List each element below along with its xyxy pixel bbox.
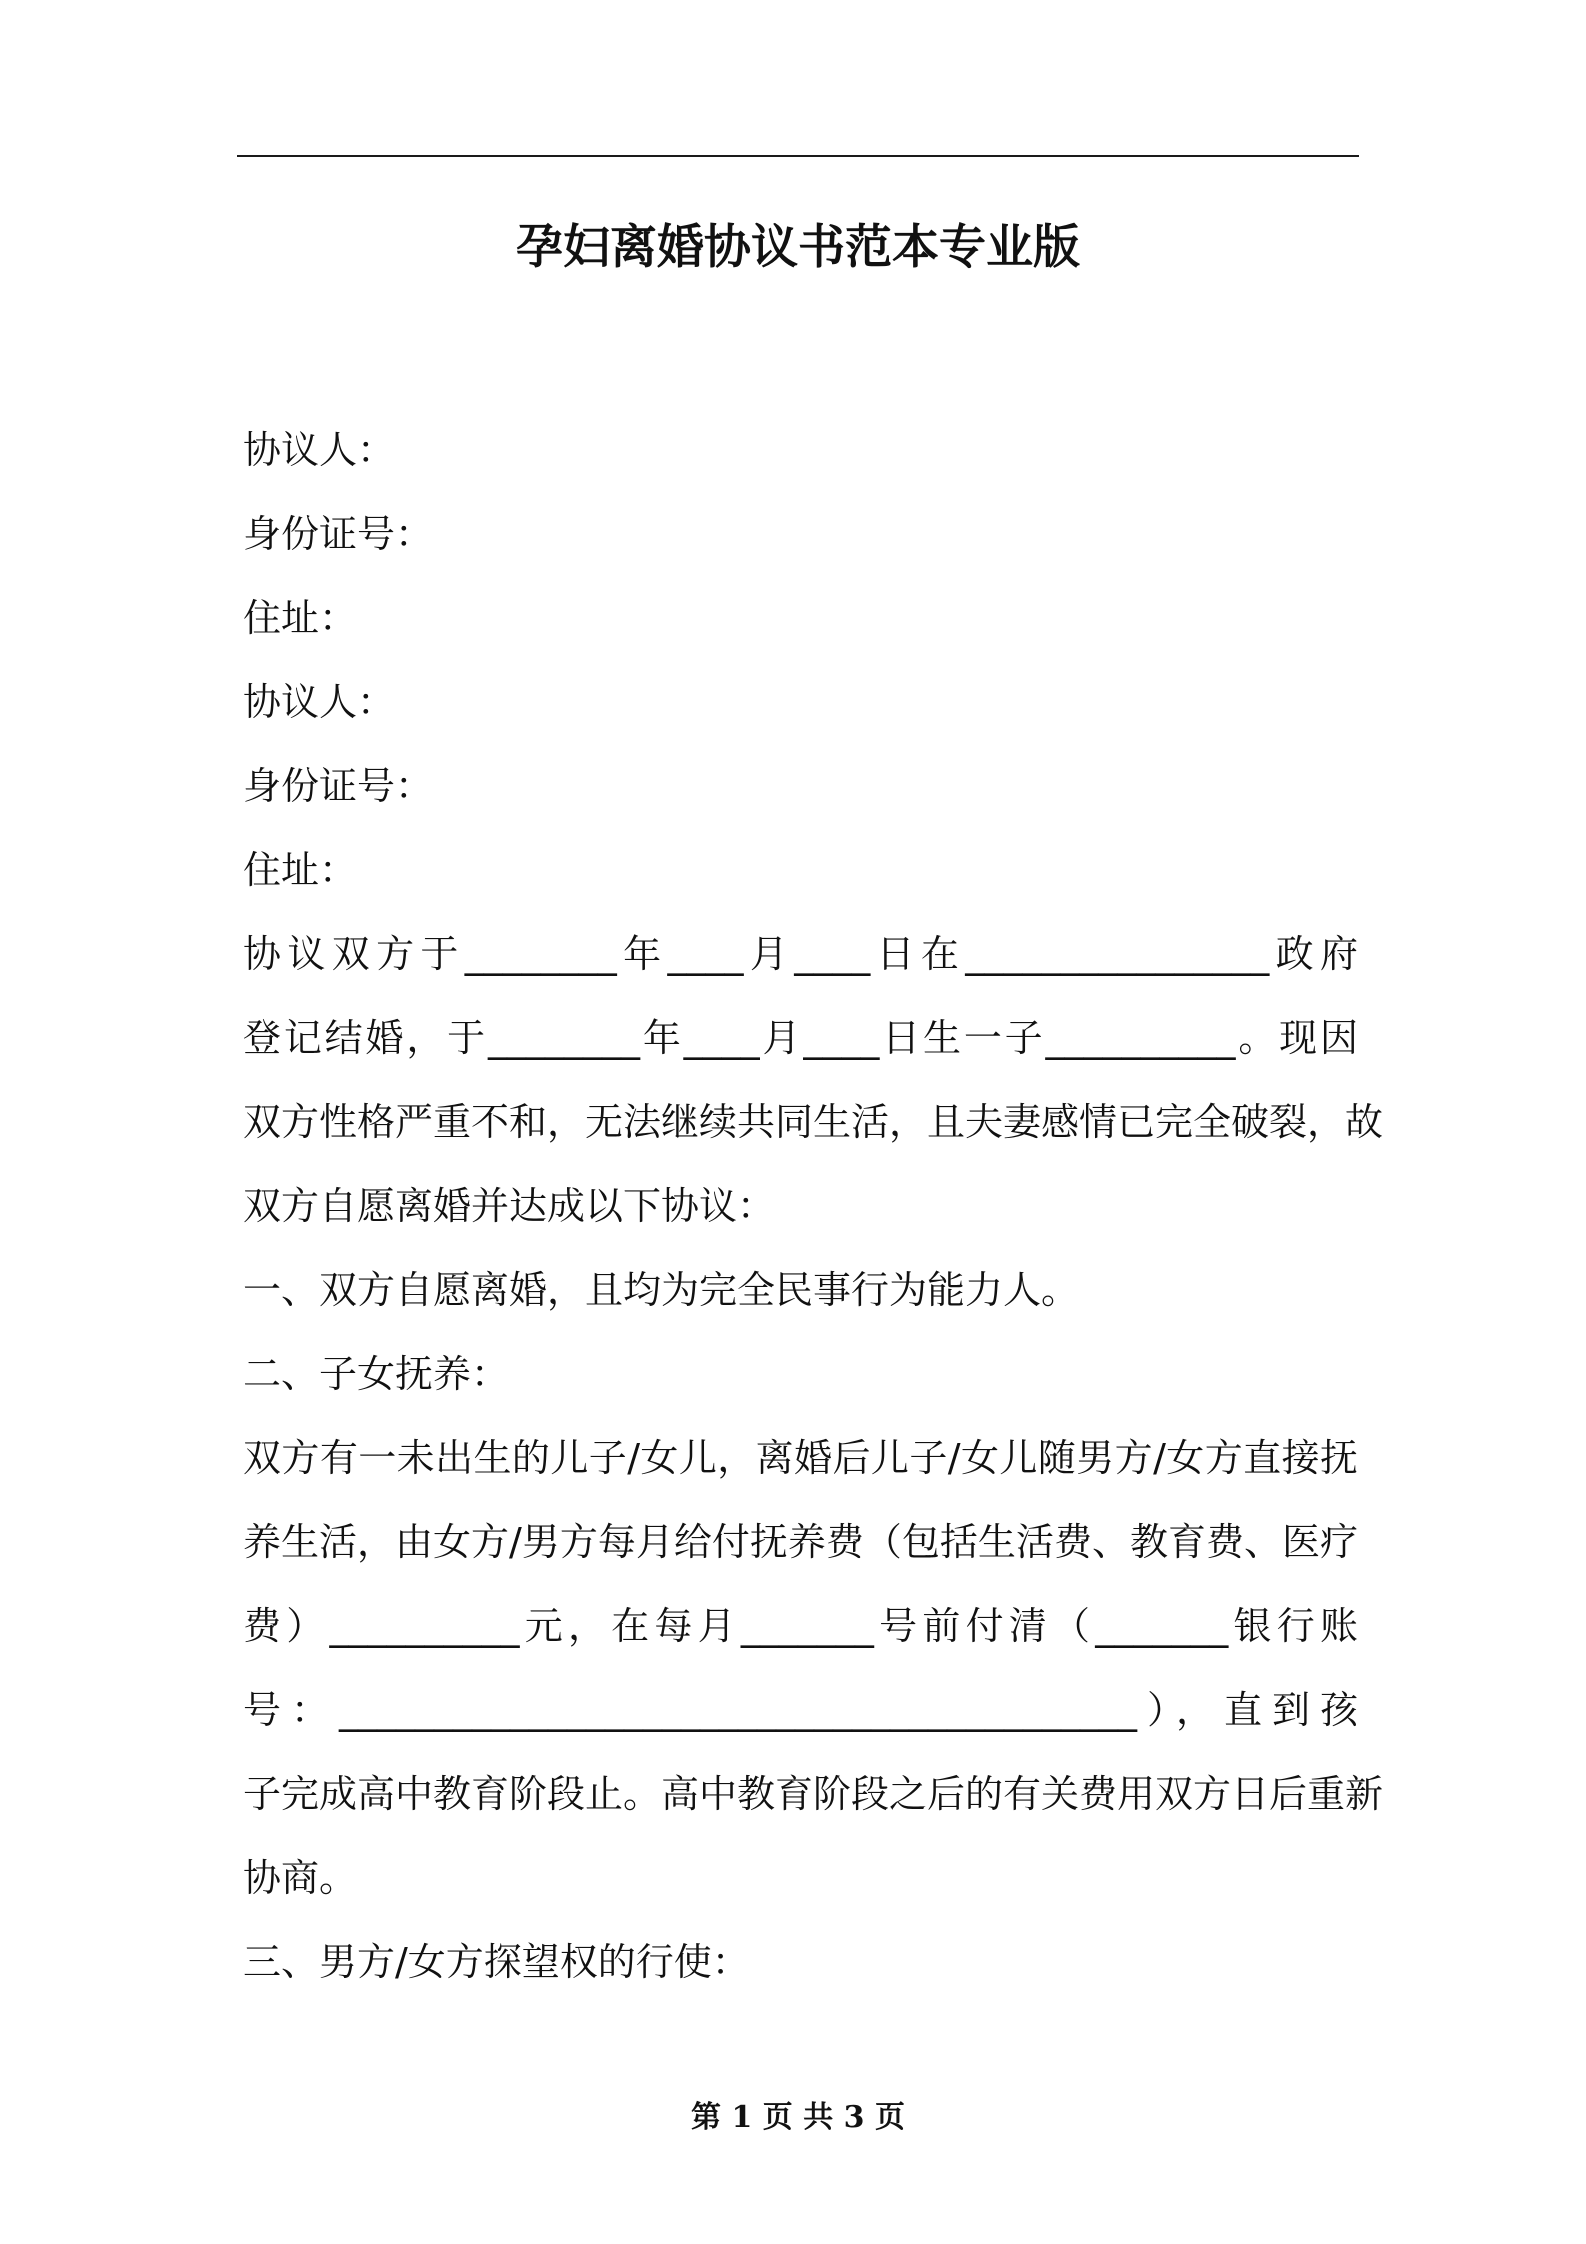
party-1-id-label: 身份证号： (243, 512, 434, 556)
party-2-id-label: 身份证号： (243, 764, 434, 808)
document-body (243, 408, 1384, 2004)
document-title: 孕妇离婚协议书范本专业版 (516, 220, 1080, 275)
preamble-line-2: 登记结婚，于________年____月____日生一子__________。现因 (243, 1016, 1358, 1060)
party-1-address-label: 住址： (243, 596, 358, 640)
party-2-label: 协议人： (243, 680, 396, 724)
clause-2-line-5: 子完成高中教育阶段止。高中教育阶段之后的有关费用双方日后重新 (243, 1772, 1384, 1816)
preamble-line-1: 协议双方于________年____月____日在________________政府 (243, 932, 1358, 976)
clause-2-line-6: 协商。 (243, 1856, 358, 1900)
party-2-address-label: 住址： (243, 848, 358, 892)
clause-2-heading: 二、子女抚养： (243, 1352, 510, 1396)
preamble-line-3: 双方性格严重不和，无法继续共同生活，且夫妻感情已完全破裂，故 (243, 1100, 1384, 1144)
clause-1: 一、双方自愿离婚，且均为完全民事行为能力人。 (243, 1268, 1080, 1312)
preamble-line-4: 双方自愿离婚并达成以下协议： (243, 1184, 776, 1228)
clause-2-line-2: 养生活，由女方/男方每月给付抚养费（包括生活费、教育费、医疗 (243, 1520, 1358, 1564)
clause-2-line-3: 费）__________元，在每月_______号前付清（_______银行账 (243, 1604, 1358, 1648)
clause-2-line-1: 双方有一未出生的儿子/女儿，离婚后儿子/女儿随男方/女方直接抚 (243, 1436, 1358, 1480)
party-1-label: 协议人： (243, 428, 396, 472)
page-number: 第 1 页 共 3 页 (691, 2100, 905, 2135)
clause-3-heading: 三、男方/女方探望权的行使： (243, 1940, 750, 1984)
clause-2-line-4: 号：__________________________________________），直到孩 (243, 1688, 1358, 1732)
header-rule (237, 155, 1359, 157)
